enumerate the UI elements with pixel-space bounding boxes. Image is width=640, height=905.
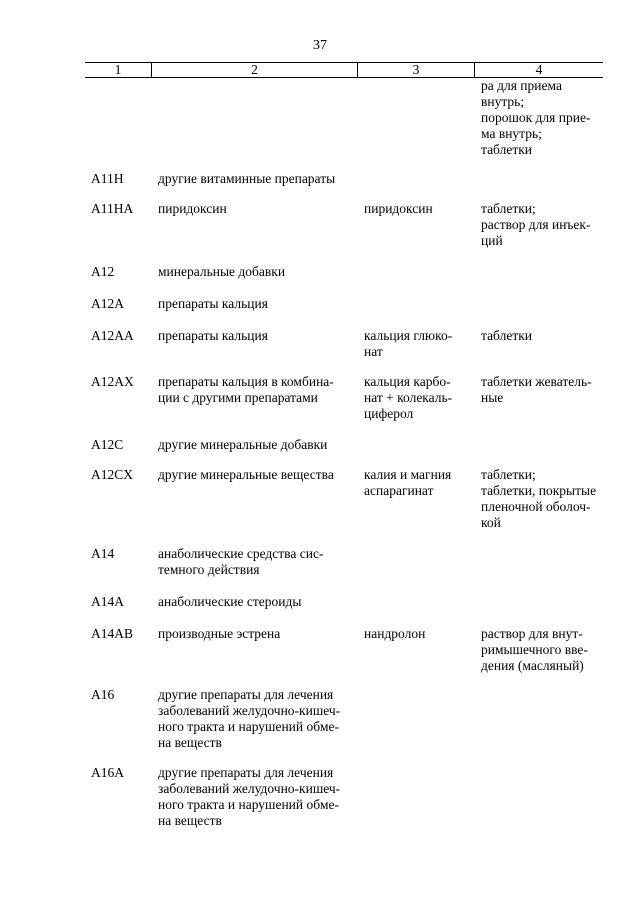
table-row bbox=[85, 626, 603, 687]
atc-code: A12A bbox=[91, 296, 124, 311]
dosage-form: таблетки; раствор для инъек- ций bbox=[481, 201, 591, 248]
active-substance: калия и магния аспарагинат bbox=[364, 467, 452, 498]
atc-group-name: пиридоксин bbox=[158, 201, 227, 216]
atc-code: A14 bbox=[91, 546, 115, 561]
table-row bbox=[85, 687, 603, 765]
dosage-form: ра для приема внутрь; порошок для прие- ма внутрь; таблетки bbox=[481, 78, 591, 157]
table-row bbox=[85, 546, 603, 594]
atc-code: A11H bbox=[91, 171, 124, 186]
column-header-2: 2 bbox=[152, 63, 358, 77]
table-row bbox=[85, 328, 603, 374]
atc-code: A11HA bbox=[91, 201, 134, 216]
dosage-form: таблетки bbox=[481, 328, 533, 343]
table-row bbox=[85, 296, 603, 328]
atc-group-name: другие витаминные препараты bbox=[158, 171, 336, 186]
atc-group-name: препараты кальция в комбина- ции с другими препаратами bbox=[158, 374, 334, 405]
atc-group-name: другие препараты для лечения заболеваний желудочно-кишеч- ного тракта и нарушений обме- на веществ bbox=[158, 765, 341, 828]
table-row bbox=[85, 171, 603, 201]
table-row bbox=[85, 594, 603, 626]
column-header-3: 3 bbox=[358, 63, 475, 77]
atc-code: A14AB bbox=[91, 626, 134, 641]
atc-group-name: минеральные добавки bbox=[158, 264, 286, 279]
table-body bbox=[85, 78, 603, 835]
table-row bbox=[85, 264, 603, 296]
column-header-4: 4 bbox=[535, 62, 543, 77]
active-substance: пиридоксин bbox=[364, 201, 433, 216]
atc-code: A12CX bbox=[91, 467, 134, 482]
active-substance: нандролон bbox=[364, 626, 426, 641]
atc-group-name: другие минеральные вещества bbox=[158, 467, 334, 482]
dosage-form: таблетки; таблетки, покрытые пленочной оболоч- кой bbox=[481, 467, 597, 530]
dosage-form: таблетки жеватель- ные bbox=[481, 374, 592, 405]
table-header bbox=[85, 62, 603, 78]
atc-group-name: препараты кальция bbox=[158, 296, 268, 311]
atc-code: A14A bbox=[91, 594, 124, 609]
atc-code: A12AX bbox=[91, 374, 134, 389]
atc-code: A16 bbox=[91, 687, 115, 702]
atc-group-name: анаболические средства сис- темного действия bbox=[158, 546, 324, 577]
dosage-form: раствор для внут- римышечного вве- дения (масляный) bbox=[481, 626, 588, 673]
table-row bbox=[85, 437, 603, 467]
column-header-1: 1 bbox=[85, 63, 152, 77]
table-row bbox=[85, 765, 603, 835]
table-row bbox=[85, 201, 603, 264]
active-substance: кальция глюко- нат bbox=[364, 328, 453, 359]
atc-group-name: препараты кальция bbox=[158, 328, 268, 343]
atc-code: A16A bbox=[91, 765, 124, 780]
atc-group-name: анаболические стероиды bbox=[158, 594, 302, 609]
table-row bbox=[85, 467, 603, 546]
atc-group-name: другие минеральные добавки bbox=[158, 437, 328, 452]
table-row bbox=[85, 374, 603, 437]
page-number: 37 bbox=[313, 38, 327, 53]
active-substance: кальция карбо- нат + колекаль- циферол bbox=[364, 374, 453, 421]
table-row bbox=[85, 78, 603, 171]
atc-code: A12AA bbox=[91, 328, 134, 343]
atc-group-name: производные эстрена bbox=[158, 626, 281, 641]
atc-code: A12C bbox=[91, 437, 124, 452]
atc-group-name: другие препараты для лечения заболеваний желудочно-кишеч- ного тракта и нарушений обме- на веществ bbox=[158, 687, 341, 750]
atc-code: A12 bbox=[91, 264, 115, 279]
